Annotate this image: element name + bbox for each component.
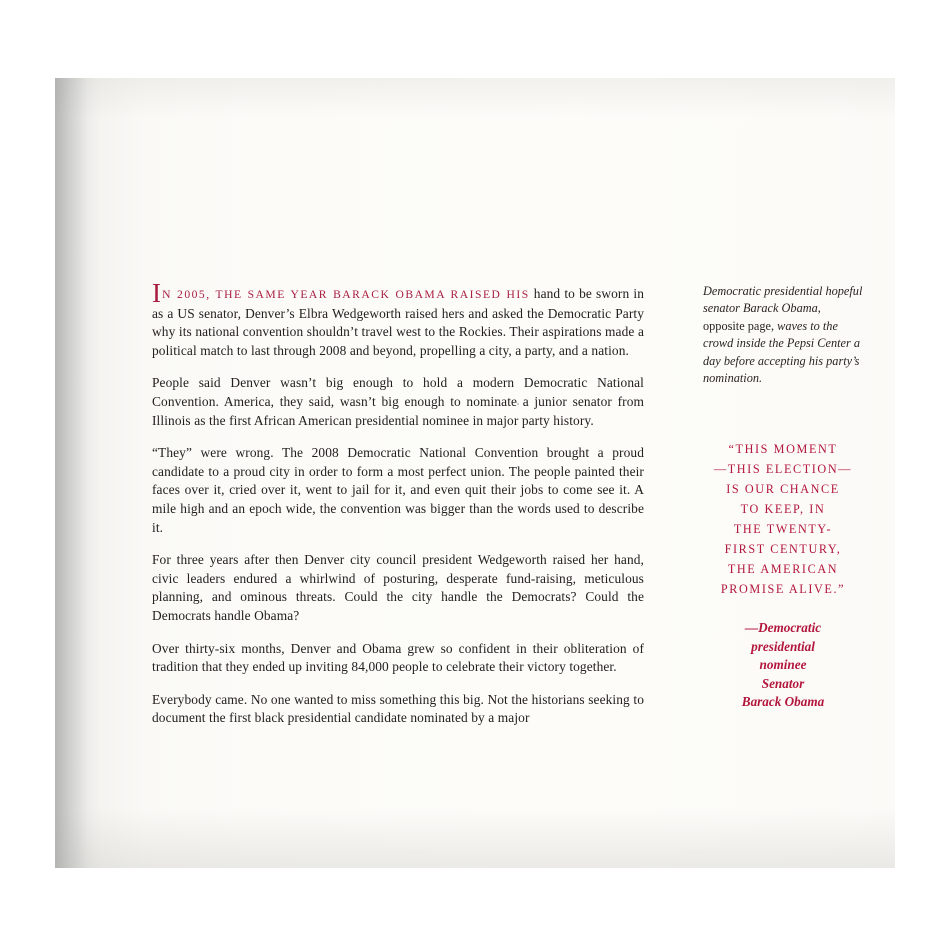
attribution-line-3: nominee (759, 657, 807, 673)
lead-remainder: hand to be sworn in as a US senator, Denver’s Elbra Wedgeworth raised hers and asked the Democratic Party why its national convention shouldn’t travel west to the Rockies. Their aspirations made a political match to last through 2008 and beyond, propelling a city, a party, and a nation. (152, 286, 644, 358)
pull-quote (703, 439, 863, 599)
pull-quote-line-3: IS OUR CHANCE (726, 482, 840, 497)
page-bottom-shading (55, 808, 895, 868)
pull-quote-line-5: THE TWENTY- (733, 522, 833, 537)
paragraph-2: People said Denver wasn’t big enough to hold a modern Democratic National Convention. America, they said, wasn’t big enough to nominate a junior senator from Illinois as the first African American presidential nominee in major party history. (152, 375, 644, 428)
sidebar-column (703, 283, 863, 712)
pull-quote-line-1: “THIS MOMENT (728, 442, 838, 457)
drop-cap: I (152, 278, 162, 308)
photo-caption (703, 283, 863, 387)
book-page (55, 78, 895, 868)
pull-quote-line-2: —THIS ELECTION— (713, 462, 853, 477)
pull-quote-attribution (703, 619, 863, 712)
attribution-line-2: presidential (751, 638, 815, 654)
body-text-column (152, 278, 644, 742)
paragraph-6: Everybody came. No one wanted to miss something this big. Not the historians seeking to document the first black presidential candidate nominated by a major (152, 691, 644, 726)
attribution-line-5: Barack Obama (741, 694, 825, 710)
pull-quote-line-7: THE AMERICAN (727, 562, 839, 577)
lead-paragraph (152, 278, 644, 360)
pull-quote-line-4: TO KEEP, IN (740, 502, 826, 517)
lead-small-caps: N 2005, THE SAME YEAR BARACK OBAMA RAISED HIS (162, 288, 530, 301)
paragraph-3: “They” were wrong. The 2008 Democratic National Convention brought a proud candidate to a proud city in order to form a most perfect union. The people painted their faces over it, cried over it, went to jail for it, and even quit their jobs to come see it. A mile high and an epoch wide, the convention was bigger than the words used to describe it. (152, 445, 644, 535)
pull-quote-line-8: PROMISE ALIVE.” (720, 582, 846, 597)
attribution-line-1: —Democratic (744, 620, 822, 636)
caption-part-2: opposite page, (703, 318, 775, 333)
paragraph-4: For three years after then Denver city council president Wedgeworth raised her hand, civic leaders endured a whirlwind of posturing, desperate fund-raising, meticulous planning, and ominous threats. Could the city handle the Democrats? Could the Democrats handle Obama? (152, 552, 644, 623)
caption-part-3: waves to the crowd inside the Pepsi Center a day before accepting his party’s nomination. (703, 318, 860, 386)
caption-part-1: Democratic presidential hopeful senator Barack Obama, (703, 284, 863, 316)
page-top-shading (55, 78, 895, 118)
attribution-line-4: Senator (761, 675, 805, 691)
paragraph-5: Over thirty-six months, Denver and Obama grew so confident in their obliteration of tradition that they ended up inviting 84,000 people to celebrate their victory together. (152, 640, 644, 675)
pull-quote-line-6: FIRST CENTURY, (724, 542, 842, 557)
page-gutter-shading (55, 78, 101, 868)
